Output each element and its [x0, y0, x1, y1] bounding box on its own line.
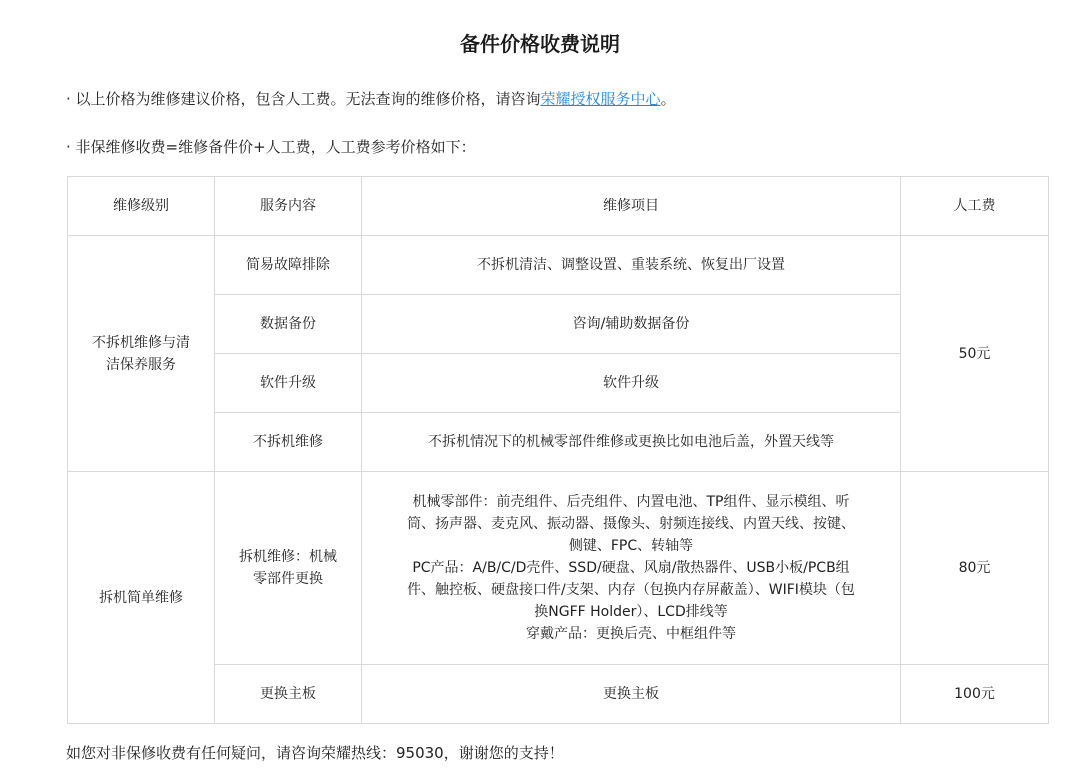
service-cell: 更换主板: [215, 665, 362, 724]
pricing-note: [66, 88, 676, 109]
service-cell: 拆机维修：机械 零部件更换: [215, 472, 362, 665]
items-cell: 不拆机清洁、调整设置、重装系统、恢复出厂设置: [362, 236, 901, 295]
table-row: [68, 472, 1049, 665]
level-cell: 拆机简单维修: [68, 472, 215, 724]
header-items: 维修项目: [362, 177, 901, 236]
table-row: [68, 236, 1049, 295]
items-cell: 咨询/辅助数据备份: [362, 295, 901, 354]
table-row: [68, 665, 1049, 724]
fee-cell: 100元: [901, 665, 1049, 724]
items-cell: 不拆机情况下的机械零部件维修或更换比如电池后盖，外置天线等: [362, 413, 901, 472]
level-cell: 不拆机维修与清 洁保养服务: [68, 236, 215, 472]
header-service: 服务内容: [215, 177, 362, 236]
items-cell: 软件升级: [362, 354, 901, 413]
fee-formula-note: · 非保维修收费=维修备件价+人工费，人工费参考价格如下：: [66, 138, 476, 156]
pricing-note-text: · 以上价格为维修建议价格，包含人工费。无法查询的维修价格，请咨询: [66, 90, 541, 108]
service-cell: 软件升级: [215, 354, 362, 413]
items-cell: 机械零部件：前壳组件、后壳组件、内置电池、TP组件、显示模组、听 筒、扬声器、麦克风、振动器、摄像头、射频连接线、内置天线、按键、 侧键、FPC、转轴等 PC产品：A/B/C/D壳件、SSD/硬盘、风扇/散热器件、USB小板/PCB组 件、触控板、硬盘接口件/支架、内存（包换内存屏蔽盖）、WIFI模块（包 换NGFF Holder）、LCD排线等 穿戴产品：更换后壳、中框组件等: [362, 472, 901, 665]
fee-cell: 80元: [901, 472, 1049, 665]
fee-cell: 50元: [901, 236, 1049, 472]
table-header-row: [68, 177, 1049, 236]
page-title: 备件价格收费说明: [460, 32, 620, 56]
service-cell: 简易故障排除: [215, 236, 362, 295]
items-cell: 更换主板: [362, 665, 901, 724]
header-level: 维修级别: [68, 177, 215, 236]
pricing-note-end: 。: [660, 90, 676, 108]
labor-fee-table: [67, 176, 1049, 724]
service-cell: 数据备份: [215, 295, 362, 354]
service-center-link[interactable]: 荣耀授权服务中心: [540, 90, 661, 108]
service-cell: 不拆机维修: [215, 413, 362, 472]
header-fee: 人工费: [901, 177, 1049, 236]
hotline-footer: 如您对非保修收费有任何疑问，请咨询荣耀热线：95030，谢谢您的支持！: [66, 744, 564, 762]
